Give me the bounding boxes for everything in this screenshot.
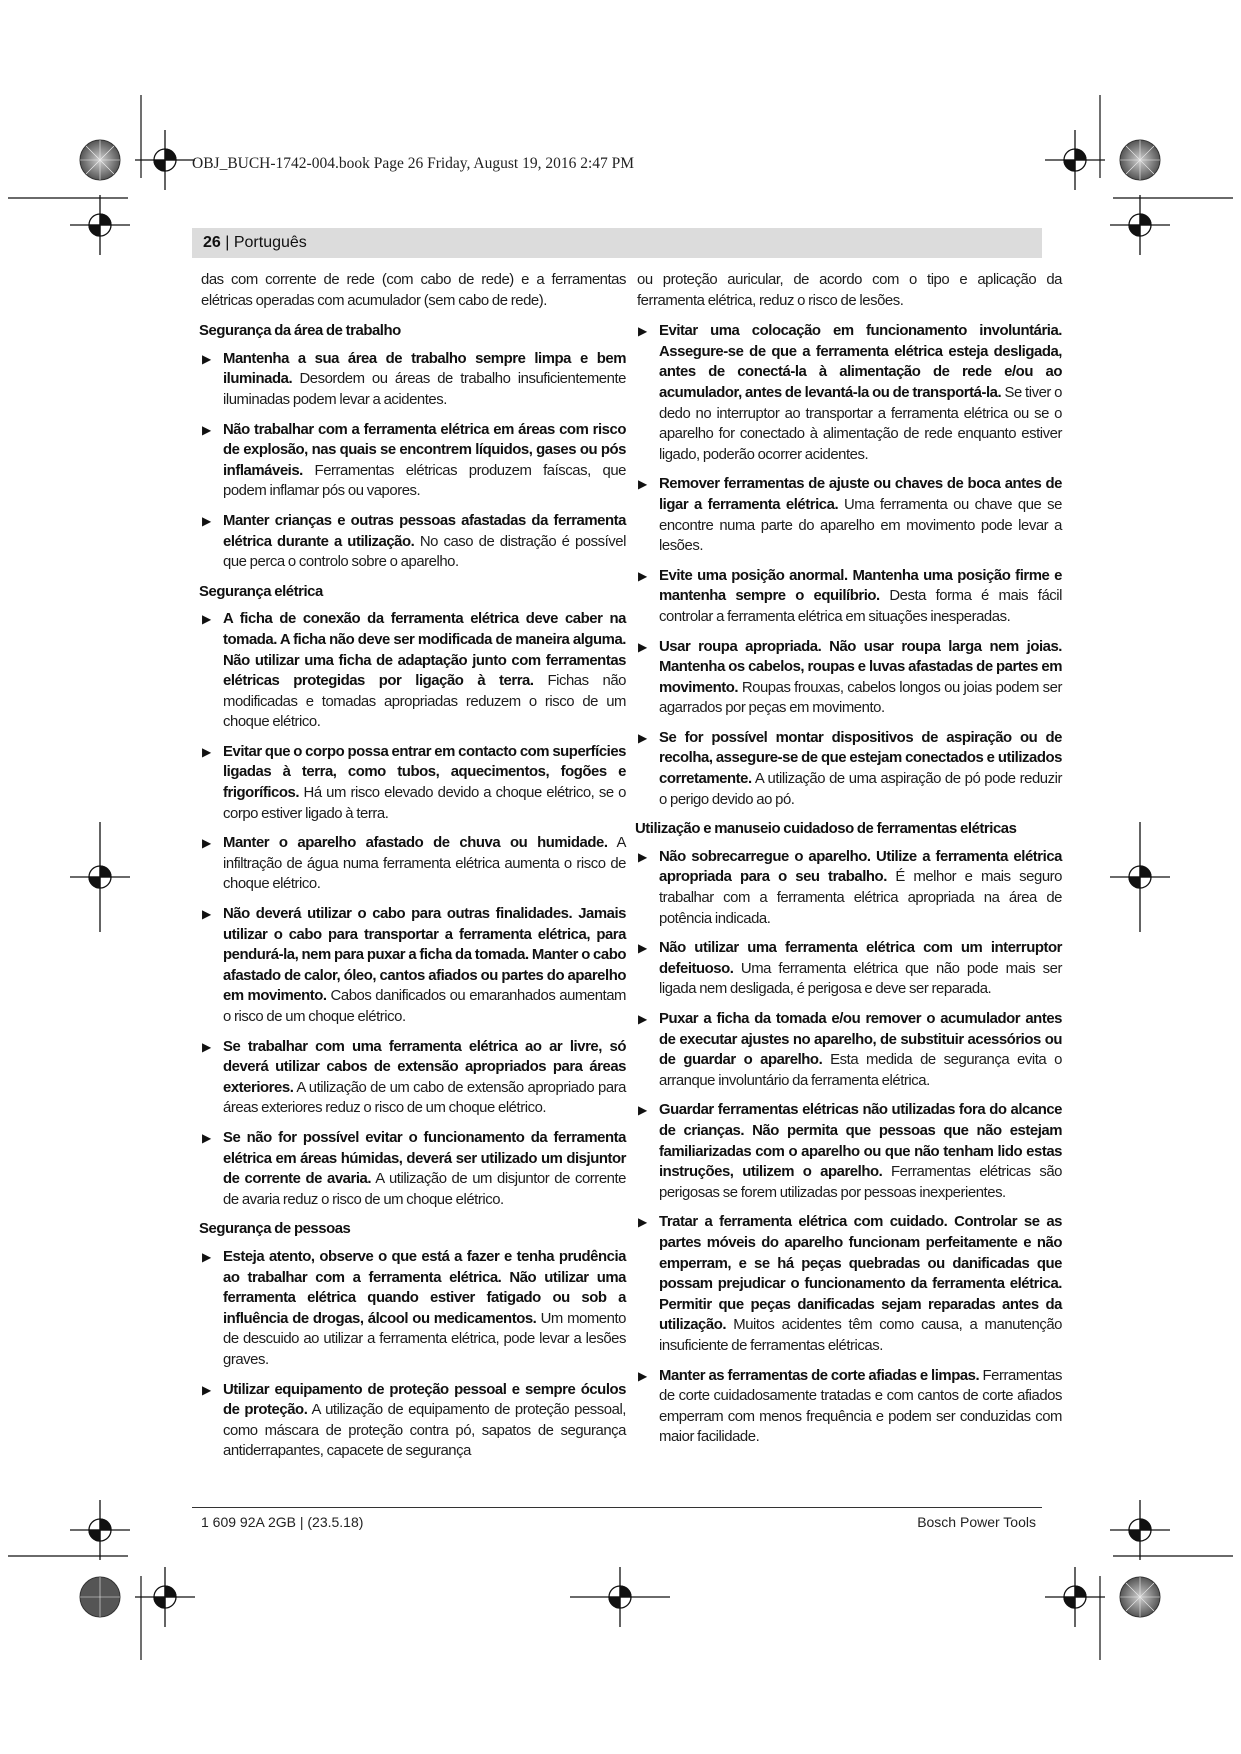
section-title: Segurança da área de trabalho (199, 323, 401, 340)
bullet-arrow-icon: ▶ (202, 907, 211, 922)
bullet-arrow-icon: ▶ (638, 730, 647, 745)
safety-item: ▶ Manter as ferramentas de corte afiadas e limpas. Ferramentas de corte cuidadosamente tratadas e com cantos de corte afiados emperram com menos frequência e podem ser conduzidas com maior facilidade. (638, 1367, 1062, 1446)
bullet-arrow-icon: ▶ (202, 744, 211, 759)
header-separator: | (220, 234, 234, 251)
safety-item: ▶ Utilizar equipamento de proteção pessoal e sempre óculos de proteção. A utilização de equipamento de proteção pessoal, como máscara de proteção contra pó, sapatos de segurança antiderrapantes, capacete de segurança (202, 1381, 626, 1460)
safety-item: ▶ Evitar uma colocação em funcionamento involuntária. Assegure-se de que a ferramenta elétrica esteja desligada, antes de conectá-la à alimentação de rede e/ou ao acumulador, antes de levantá-la ou de transportá-la. Se tiver o dedo no interruptor ao transportar a ferramenta elétrica ou se o aparelho for conectado à alimentação de rede enquanto estiver ligado, poderão ocorrer acidentes. (638, 323, 1062, 463)
bullet-arrow-icon: ▶ (638, 568, 647, 583)
bullet-arrow-icon: ▶ (638, 477, 647, 492)
right-column (637, 270, 1062, 1457)
bullet-arrow-icon: ▶ (202, 1249, 211, 1264)
bullet-arrow-icon: ▶ (638, 941, 647, 956)
safety-item: ▶ Mantenha a sua área de trabalho sempre limpa e bem iluminada. Desordem ou áreas de trabalho insuficientemente iluminadas podem levar a acidentes. (202, 350, 626, 408)
bullet-arrow-icon: ▶ (638, 849, 647, 864)
bullet-arrow-icon: ▶ (202, 513, 211, 528)
safety-item: ▶ Usar roupa apropriada. Não usar roupa larga nem joias. Mantenha os cabelos, roupas e luvas afastadas de partes em movimento. Roupas frouxas, cabelos longos ou joias podem ser agarrados por peças em movimento. (638, 638, 1062, 717)
bullet-arrow-icon: ▶ (638, 1215, 647, 1230)
safety-item: ▶ Se for possível montar dispositivos de aspiração ou de recolha, assegure-se de que estejam conectados e utilizados corretamente. A utilização de uma aspiração de pó pode reduzir o perigo devido ao pó. (638, 729, 1062, 808)
safety-item: ▶ Não trabalhar com a ferramenta elétrica em áreas com risco de explosão, nas quais se encontrem líquidos, gases ou pós inflamáveis. Ferramentas elétricas produzem faíscas, que podem inflamar pós ou vapores. (202, 421, 626, 500)
safety-item: ▶ Se trabalhar com uma ferramenta elétrica ao ar livre, só deverá utilizar cabos de extensão apropriados para áreas exteriores. A utilização de um cabo de extensão apropriado para áreas exteriores reduz o risco de um choque elétrico. (202, 1038, 626, 1117)
print-info-line: OBJ_BUCH-1742-004.book Page 26 Friday, August 19, 2016 2:47 PM (192, 155, 635, 172)
safety-item: ▶ Não utilizar uma ferramenta elétrica com um interruptor defeituoso. Uma ferramenta elétrica que não pode mais ser ligada nem desligada, é perigosa e deve ser reparada. (638, 940, 1062, 998)
left-column (201, 270, 626, 1471)
bullet-arrow-icon: ▶ (638, 1368, 647, 1383)
header-language: Português (233, 234, 307, 251)
bullet-arrow-icon: ▶ (202, 836, 211, 851)
safety-item: ▶ Puxar a ficha da tomada e/ou remover o acumulador antes de executar ajustes no aparelho, de substituir acessórios ou de guardar o aparelho. Esta medida de segurança evita o arranque involuntário da ferramenta elétrica. (638, 1011, 1062, 1089)
bullet-arrow-icon: ▶ (202, 1130, 211, 1145)
page-number: 26 (203, 234, 221, 251)
safety-item: ▶ Manter crianças e outras pessoas afastadas da ferramenta elétrica durante a utilização. No caso de distração é possível que perca o controlo sobre o aparelho. (202, 512, 626, 571)
safety-item: ▶ Se não for possível evitar o funcionamento da ferramenta elétrica em áreas húmidas, deverá ser utilizado um disjuntor de corrente de avaria. A utilização de um disjuntor de corrente de avaria reduz o risco de um choque elétrico. (202, 1129, 626, 1208)
safety-item: ▶ A ficha de conexão da ferramenta elétrica deve caber na tomada. A ficha não deve ser modificada de maneira alguma. Não utilizar uma ficha de adaptação junto com ferramentas elétricas protegidas por ligação à terra. Fichas não modificadas e tomadas apropriadas reduzem o risco de um choque elétrico. (202, 611, 626, 731)
safety-item: ▶ Não sobrecarregue o aparelho. Utilize a ferramenta elétrica apropriada para o seu trabalho. É melhor e mais seguro trabalhar com a ferramenta elétrica apropriada na área de potência indicada. (638, 848, 1062, 927)
bullet-arrow-icon: ▶ (638, 639, 647, 654)
footer-document-code: 1 609 92A 2GB | (23.5.18) (201, 1514, 364, 1530)
safety-item: ▶ Remover ferramentas de ajuste ou chaves de boca antes de ligar a ferramenta elétrica. Uma ferramenta ou chave que se encontre numa parte do aparelho em movimento pode levar a lesões. (638, 476, 1062, 555)
bullet-arrow-icon: ▶ (638, 324, 647, 339)
safety-item: ▶ Não deverá utilizar o cabo para outras finalidades. Jamais utilizar o cabo para transportar a ferramenta elétrica, para pendurá-la, nem para puxar a ficha da tomada. Manter o cabo afastado de calor, óleo, cantos afiados ou partes do aparelho em movimento. Cabos danificados ou emaranhados aumentam o risco de um choque elétrico. (202, 906, 626, 1025)
left-intro: das com corrente de rede (com cabo de rede) e a ferramentas elétricas operadas com acumulador (sem cabo de rede). (201, 272, 626, 309)
footer-rule (192, 1507, 1042, 1508)
bullet-arrow-icon: ▶ (202, 351, 211, 366)
safety-item: ▶ Guardar ferramentas elétricas não utilizadas fora do alcance de crianças. Não permita que pessoas que não estejam familiarizadas com o aparelho ou que não tenham lido estas instruções, utilizem o aparelho. Ferramentas elétricas são perigosas se forem utilizadas por pessoas inexperientes. (638, 1102, 1063, 1201)
safety-item: ▶ Evitar que o corpo possa entrar em contacto com superfícies ligadas à terra, como tubos, aquecimentos, fogões e frigoríficos. Há um risco elevado devido a choque elétrico, se o corpo estiver ligado à terra. (202, 743, 626, 822)
page-header-band (192, 228, 1042, 258)
section-title: Segurança de pessoas (199, 1221, 351, 1238)
footer-brand: Bosch Power Tools (917, 1514, 1036, 1530)
bullet-arrow-icon: ▶ (202, 422, 211, 437)
bullet-arrow-icon: ▶ (202, 612, 211, 627)
bullet-arrow-icon: ▶ (202, 1382, 211, 1397)
section-title: Segurança elétrica (199, 583, 323, 600)
bullet-arrow-icon: ▶ (202, 1039, 211, 1054)
safety-item: ▶ Evite uma posição anormal. Mantenha uma posição firme e mantenha sempre o equilíbrio. Desta forma é mais fácil controlar a ferramenta elétrica em situações inesperadas. (638, 567, 1062, 625)
right-intro: ou proteção auricular, de acordo com o tipo e aplicação da ferramenta elétrica, reduz o risco de lesões. (637, 272, 1062, 309)
safety-item: ▶ Manter o aparelho afastado de chuva ou humidade. A infiltração de água numa ferramenta elétrica aumenta o risco de choque elétrico. (202, 835, 626, 893)
bullet-arrow-icon: ▶ (638, 1012, 647, 1026)
page-header (203, 234, 307, 252)
safety-item: ▶ Tratar a ferramenta elétrica com cuidado. Controlar se as partes móveis do aparelho funcionam perfeitamente e não emperram, e se há peças quebradas ou danificadas que possam prejudicar o funcionamento da ferramenta elétrica. Permitir que peças danificadas sejam reparadas antes da utilização. Muitos acidentes têm como causa, a manutenção insuficiente de ferramentas elétricas. (638, 1214, 1062, 1354)
safety-item: ▶ Esteja atento, observe o que está a fazer e tenha prudência ao trabalhar com a ferramenta elétrica. Não utilizar uma ferramenta elétrica quando estiver fatigado ou sob a influência de drogas, álcool ou medicamentos. Um momento de descuido ao utilizar a ferramenta elétrica, pode levar a lesões graves. (202, 1248, 626, 1368)
bullet-arrow-icon: ▶ (638, 1103, 647, 1118)
section-title: Utilização e manuseio cuidadoso de ferramentas elétricas (635, 821, 1017, 838)
